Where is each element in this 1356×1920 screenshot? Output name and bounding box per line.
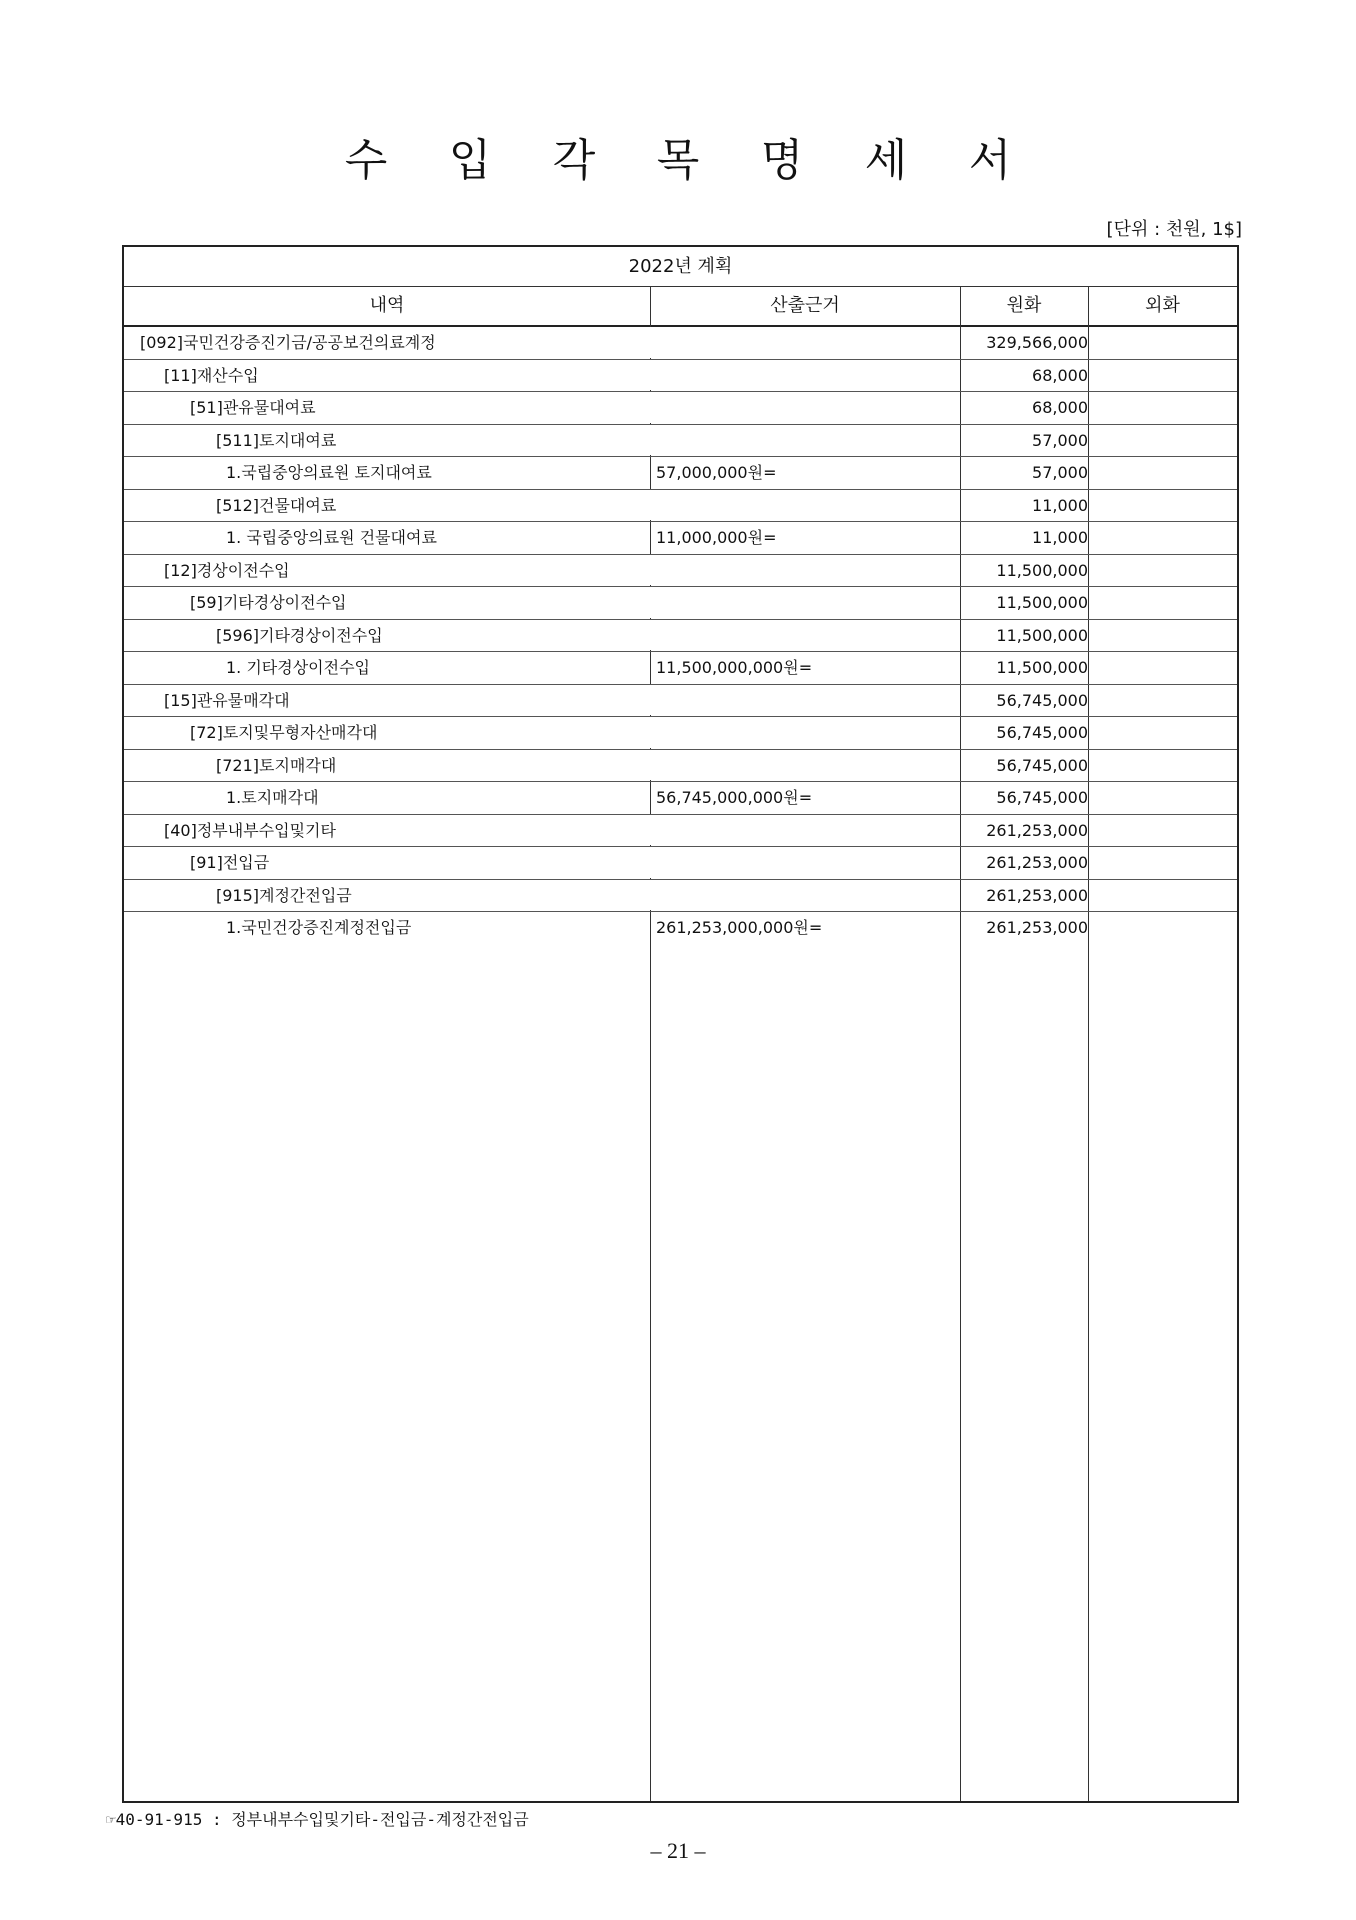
- merged-cell-mask: [648, 360, 653, 391]
- row-item-name: [511]토지대여료: [216, 430, 337, 450]
- row-krw-amount: 11,500,000: [996, 560, 1088, 580]
- row-basis: 11,000,000원=: [656, 528, 777, 547]
- row-item-name: [51]관유물대여료: [190, 398, 316, 417]
- row-krw-amount: 11,500,000: [996, 658, 1088, 677]
- row-item-name: [721]토지매각대: [216, 755, 337, 775]
- unit-label: [단위 : 천원, 1$]: [1106, 219, 1242, 240]
- column-header-row: [124, 287, 1237, 327]
- column-header-krw: 원화: [1006, 295, 1042, 316]
- row-item-name: [72]토지및무형자산매각대: [190, 723, 378, 742]
- row-item-name: [11]재산수입: [164, 365, 259, 385]
- table-row: [124, 847, 1237, 880]
- table-row: [124, 555, 1237, 588]
- title-char: 서: [968, 135, 1012, 186]
- row-krw-amount: 11,000: [1032, 495, 1088, 515]
- merged-cell-mask: [648, 847, 653, 878]
- table-row: [124, 652, 1237, 685]
- row-krw-amount: 11,500,000: [996, 593, 1088, 612]
- title-char: 세: [864, 135, 908, 186]
- table-row: [124, 782, 1237, 815]
- row-item-name: 1. 기타경상이전수입: [226, 658, 370, 677]
- table-row: [124, 912, 1237, 945]
- column-header-fx: 외화: [1145, 295, 1180, 316]
- row-basis: 57,000,000원=: [656, 463, 777, 482]
- row-item-name: [91]전입금: [190, 853, 270, 872]
- row-krw-amount: 56,745,000: [996, 723, 1088, 742]
- row-krw-amount: 261,253,000: [986, 820, 1088, 840]
- row-krw-amount: 56,745,000: [996, 690, 1088, 710]
- row-item-name: [596]기타경상이전수입: [216, 625, 383, 645]
- column-header-basis: 산출근거: [770, 295, 840, 316]
- merged-cell-mask: [648, 717, 653, 748]
- table-row: [124, 425, 1237, 458]
- table-body: [124, 327, 1237, 945]
- row-krw-amount: 68,000: [1032, 365, 1088, 385]
- table-row: [124, 750, 1237, 783]
- table-row: [124, 880, 1237, 913]
- revenue-detail-table: [122, 245, 1239, 1803]
- row-item-name: 1. 국립중앙의료원 건물대여료: [226, 528, 437, 547]
- row-basis: 261,253,000,000원=: [656, 918, 823, 937]
- row-krw-amount: 11,500,000: [996, 625, 1088, 645]
- merged-cell-mask: [648, 620, 653, 651]
- merged-cell-mask: [648, 750, 653, 781]
- plan-year-header: 2022년 계획: [124, 247, 1237, 287]
- title-char: 목: [656, 135, 700, 186]
- row-item-name: [40]정부내부수입및기타: [164, 820, 336, 840]
- row-item-name: 1.국립중앙의료원 토지대여료: [226, 463, 432, 482]
- title-char: 수: [344, 135, 388, 186]
- row-item-name: [092]국민건강증진기금/공공보건의료계정: [140, 333, 436, 352]
- merged-cell-mask: [648, 815, 653, 846]
- row-item-name: [512]건물대여료: [216, 495, 337, 515]
- row-basis: 56,745,000,000원=: [656, 788, 813, 807]
- row-krw-amount: 261,253,000: [986, 853, 1088, 872]
- merged-cell-mask: [648, 490, 653, 521]
- merged-cell-mask: [648, 392, 653, 423]
- table-row: [124, 522, 1237, 555]
- row-krw-amount: 68,000: [1032, 398, 1088, 417]
- merged-cell-mask: [648, 425, 653, 456]
- page-number: – 21 –: [650, 1838, 706, 1863]
- row-item-name: [915]계정간전입금: [216, 885, 352, 905]
- title-char: 입: [448, 135, 492, 186]
- row-krw-amount: 56,745,000: [996, 755, 1088, 775]
- column-header-item: 내역: [369, 295, 405, 316]
- row-item-name: [15]관유물매각대: [164, 690, 290, 710]
- table-row: [124, 587, 1237, 620]
- row-krw-amount: 57,000: [1032, 463, 1088, 482]
- merged-cell-mask: [648, 685, 653, 716]
- row-item-name: 1.국민건강증진계정전입금: [226, 918, 412, 937]
- row-krw-amount: 261,253,000: [986, 885, 1088, 905]
- table-row: [124, 327, 1237, 360]
- title-char: 각: [552, 135, 596, 186]
- row-item-name: 1.토지매각대: [226, 788, 319, 807]
- table-row: [124, 685, 1237, 718]
- row-krw-amount: 329,566,000: [986, 333, 1088, 352]
- table-row: [124, 815, 1237, 848]
- table-row: [124, 717, 1237, 750]
- row-basis: 11,500,000,000원=: [656, 658, 813, 677]
- row-krw-amount: 57,000: [1032, 430, 1088, 450]
- row-krw-amount: 56,745,000: [996, 788, 1088, 807]
- table-row: [124, 360, 1237, 393]
- row-krw-amount: 11,000: [1032, 528, 1088, 547]
- merged-cell-mask: [648, 587, 653, 618]
- row-item-name: [59]기타경상이전수입: [190, 593, 347, 612]
- title-char: 명: [760, 135, 804, 186]
- merged-cell-mask: [648, 327, 653, 358]
- document-title: [0, 126, 1356, 196]
- table-row: [124, 490, 1237, 523]
- merged-cell-mask: [648, 880, 653, 911]
- table-row: [124, 392, 1237, 425]
- table-row: [124, 620, 1237, 653]
- merged-cell-mask: [648, 555, 653, 586]
- table-row: [124, 457, 1237, 490]
- row-item-name: [12]경상이전수입: [164, 560, 290, 580]
- footer-note: ☞40-91-915 : 정부내부수입및기타-전입금-계정간전입금: [106, 1810, 529, 1829]
- row-krw-amount: 261,253,000: [986, 918, 1088, 937]
